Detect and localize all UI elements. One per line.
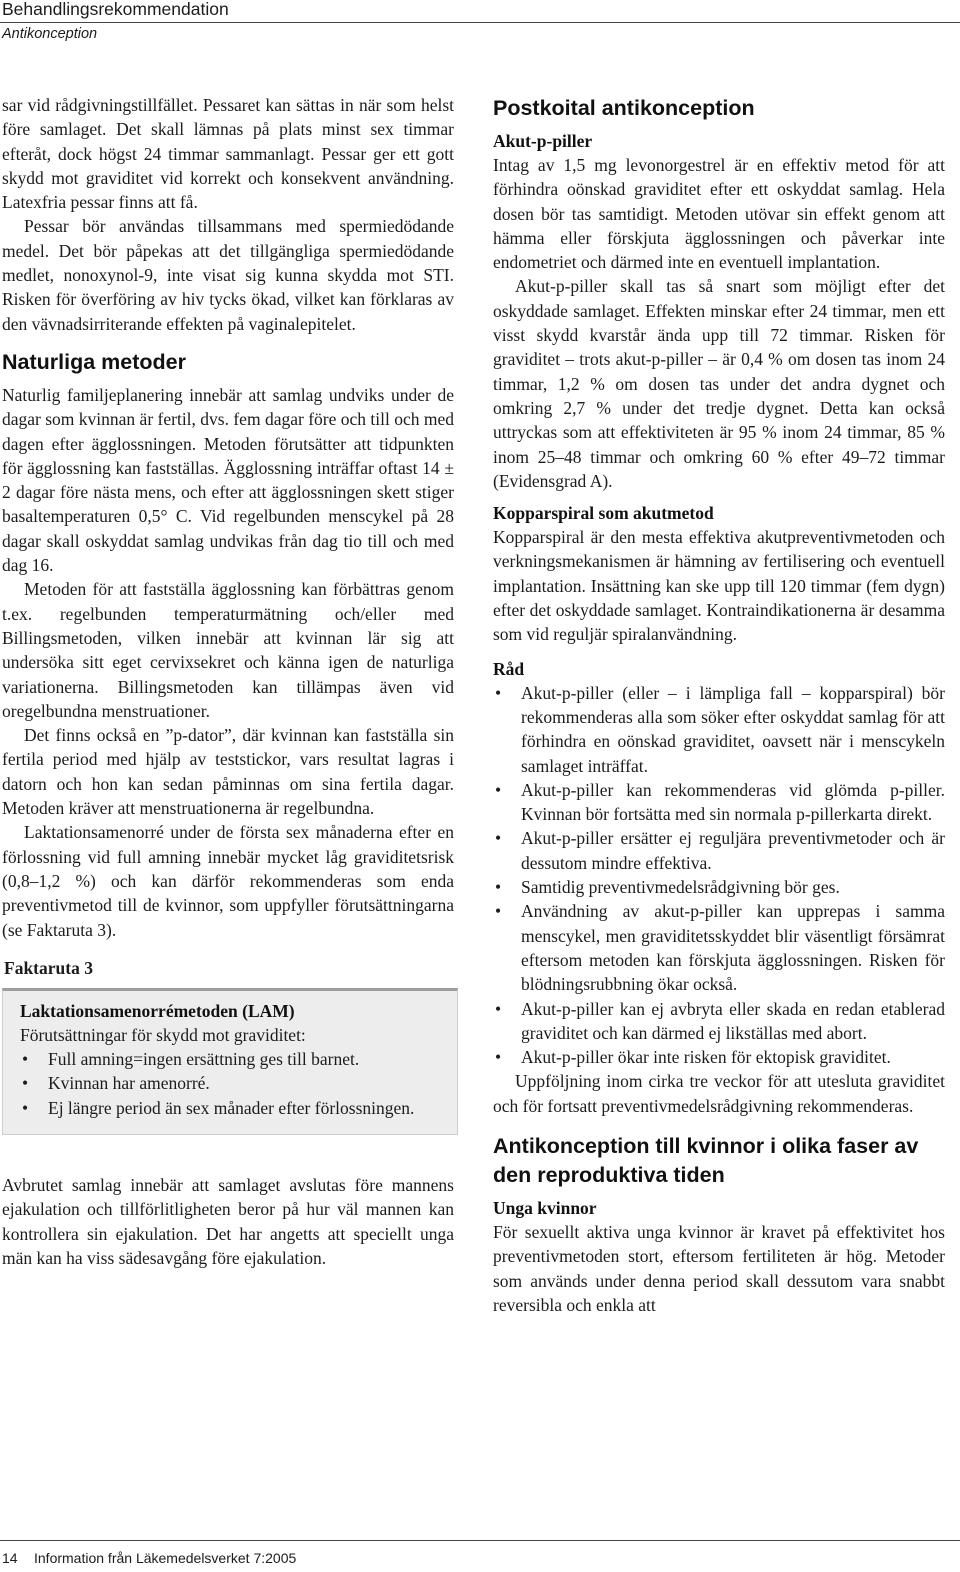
fact-box-heading: Laktationsamenorrémetoden (LAM) bbox=[20, 1000, 295, 1021]
paragraph: Pessar bör användas tillsammans med spermiedödande medel. Det bör påpekas att det tillgängliga spermiedödande medlet, nonoxynol-9, inte visat sig kunna skydda mot STI. Risken för överföring av hiv tycks ökad, vilket kan förklaras av den vävnadsirriterande effekten på vaginalepitelet. bbox=[2, 216, 454, 334]
list-item: • Akut-p-piller kan ej avbryta eller skada en redan etablerad graviditet och kan därmed ej likställas med abort. bbox=[495, 998, 945, 1043]
list-item: • Användning av akut-p-piller kan upprepas i samma menscykel, men graviditetsskyddet blir väsentligt försämrat eftersom metoden kan förskjuta ägglossningen. Risken för blödningsrubbning ökar också. bbox=[495, 901, 945, 995]
bullet-icon: • bbox=[495, 828, 502, 849]
paragraph: Akut-p-piller skall tas så snart som möjligt efter det oskyddade samlaget. Effekten minskar efter 24 timmar, men ett visst skydd kvarstår ända upp till 72 timmar. Risken för graviditet – trots akut-p-piller – är 0,4 % om dosen tas inom 24 timmar, 1,2 % om dosen tas under det andra dygnet och omkring 2,7 % under det tredje dygnet. Detta kan också uttryckas som att effektiviteten är 95 % inom 24 timmar, 85 % inom 25–48 timmar och omkring 60 % efter 49–72 timmar (Evidensgrad A). bbox=[493, 276, 945, 491]
paragraph: Avbrutet samlag innebär att samlaget avslutas före mannens ejakulation och tillförlitligheten beror på hur väl mannen kan kontrollera sin ejakulation. Det har angetts att speciellt unga män kan ha viss sädesavgång före ejakulation. bbox=[2, 1174, 454, 1268]
paragraph: sar vid rådgivningstillfället. Pessaret kan sättas in när som helst före samlaget. Det skall lämnas på plats minst sex timmar efteråt, dock högst 24 timmar sammanlagt. Pessar ger ett gott skydd mot graviditet vid korrekt och konsekvent användning. Latexfria pessar finns att få. bbox=[2, 95, 454, 213]
paragraph: Det finns också en ”p-dator”, där kvinnan kan fastställa sin fertila period med hjälp av teststickor, vars resultat lagras i datorn och hon kan sedan påminnas om sina fertila dagar. Metoden kräver att menstruationerna är regelbundna. bbox=[2, 725, 454, 819]
subheading-unga-kvinnor: Unga kvinnor bbox=[493, 1197, 597, 1218]
paragraph: Laktationsamenorré under de första sex månaderna efter en förlossning vid full amning innebär mycket låg graviditetsrisk (0,8–1,2 %) och kan därför rekommenderas som enda preventivmetod till de kvinnor, som uppfyller förutsättningarna (se Faktaruta 3). bbox=[2, 822, 454, 940]
bullet-icon: • bbox=[22, 1097, 29, 1118]
bullet-icon: • bbox=[495, 901, 502, 922]
advice-list bbox=[493, 681, 945, 1070]
bullet-icon: • bbox=[495, 877, 502, 898]
section-heading-naturliga-metoder: Naturliga metoder bbox=[2, 349, 186, 374]
page-number: 14 bbox=[2, 1550, 18, 1566]
paragraph: Metoden för att fastställa ägglossning kan förbättras genom t.ex. regelbunden temperaturmätning och/eller med Billingsmetoden, vilken innebär att kvinnan lär sig att undersöka sitt eget cervixsekret och känna igen de naturliga variationerna. Billingsmetoden kan tillämpas även vid oregelbundna menstruationer. bbox=[2, 579, 454, 721]
list-item: • Akut-p-piller (eller – i lämpliga fall – kopparspiral) bör rekommenderas alla som söker efter oskyddat samlag för att förhindra en oönskad graviditet, oavsett när i menscykeln samlaget inträffat. bbox=[495, 682, 945, 776]
paragraph: För sexuellt aktiva unga kvinnor är kravet på effektivitet hos preventivmetoden stort, eftersom fertiliteten är hög. Metoder som används under denna period skall dessutom vara snabbt reversibla och enkla att bbox=[493, 1221, 945, 1315]
fact-box-title: Faktaruta 3 bbox=[4, 957, 93, 978]
list-item: • Akut-p-piller kan rekommenderas vid glömda p-piller. Kvinnan bör fortsätta med sin normala p-pillerkarta direkt. bbox=[495, 779, 945, 825]
subheading-kopparspiral: Kopparspiral som akutmetod bbox=[493, 503, 714, 524]
subheading-akut-p-piller: Akut-p-piller bbox=[493, 131, 593, 151]
list-item: • Samtidig preventivmedelsrådgivning bör ges. bbox=[493, 875, 945, 899]
footer-divider bbox=[0, 1540, 960, 1541]
bullet-icon: • bbox=[22, 1073, 29, 1094]
paragraph: Naturlig familjeplanering innebär att samlag undviks under de dagar som kvinnan är fertil, dvs. fem dagar före och till och med dagen efter ägglossningen. Metoden förutsätter att tidpunkten för ägglossning kan fastställas. Ägglossning inträffar oftast 14 ± 2 dagar före nästa mens, och efter att ägglossningen skett stiger basaltemperaturen 0,5° C. Vid regelbunden menscykel på 28 dagar skall oskyddat samlag undvikas från dag tio till och med dag 16. bbox=[2, 384, 454, 576]
fact-box-intro: Förutsättningar för skydd mot graviditet: bbox=[20, 1024, 306, 1045]
list-item: • Akut-p-piller ersätter ej reguljära preventivmetoder och är dessutom mindre effektiva. bbox=[495, 828, 945, 873]
list-item: • Ej längre period än sex månader efter förlossningen. bbox=[20, 1096, 445, 1120]
bullet-icon: • bbox=[495, 779, 502, 800]
list-item: • Full amning=ingen ersättning ges till barnet. bbox=[20, 1047, 445, 1071]
section-heading-postkoital: Postkoital antikonception bbox=[493, 96, 755, 120]
fact-box bbox=[2, 988, 458, 1135]
bullet-icon: • bbox=[495, 1047, 502, 1068]
header-title: Behandlingsrekommendation bbox=[2, 0, 229, 19]
bullet-icon: • bbox=[495, 998, 502, 1019]
subheading-rad: Råd bbox=[493, 658, 525, 679]
footer bbox=[2, 1548, 296, 1568]
fact-box-list bbox=[20, 1047, 445, 1120]
left-column bbox=[2, 93, 454, 1270]
paragraph: Kopparspiral är den mesta effektiva akutpreventivmetoden och verkningsmekanismen är hämning av fertilisering och eventuell implantation. Insättning kan ske upp till 120 timmar (fem dygn) efter det oskyddade samlaget. Kontraindikationerna är desamma som vid reguljär spiralanvändning. bbox=[493, 527, 945, 645]
section-heading-faser: Antikonception till kvinnor i olika faser av den reproduktiva tiden bbox=[493, 1133, 919, 1187]
header-subtitle: Antikonception bbox=[2, 26, 98, 42]
header-divider bbox=[0, 22, 960, 23]
list-item: • Kvinnan har amenorré. bbox=[20, 1071, 445, 1095]
list-item: • Akut-p-piller ökar inte risken för ektopisk graviditet. bbox=[493, 1045, 945, 1069]
paragraph: Intag av 1,5 mg levonorgestrel är en effektiv metod för att förhindra oönskad graviditet efter ett oskyddat samlag. Hela dosen bör tas samtidigt. Metoden utövar sin effekt genom att hämma eller förskjuta ägglossningen och påverkar inte endometriet och därmed inte en eventuell implantation. bbox=[493, 155, 945, 273]
paragraph: Uppföljning inom cirka tre veckor för att utesluta graviditet och för fortsatt preventivmedelsrådgivning rekommenderas. bbox=[493, 1071, 945, 1116]
right-column bbox=[493, 94, 945, 1317]
bullet-icon: • bbox=[22, 1049, 29, 1070]
bullet-icon: • bbox=[495, 682, 502, 703]
footer-text: Information från Läkemedelsverket 7:2005 bbox=[34, 1550, 297, 1566]
